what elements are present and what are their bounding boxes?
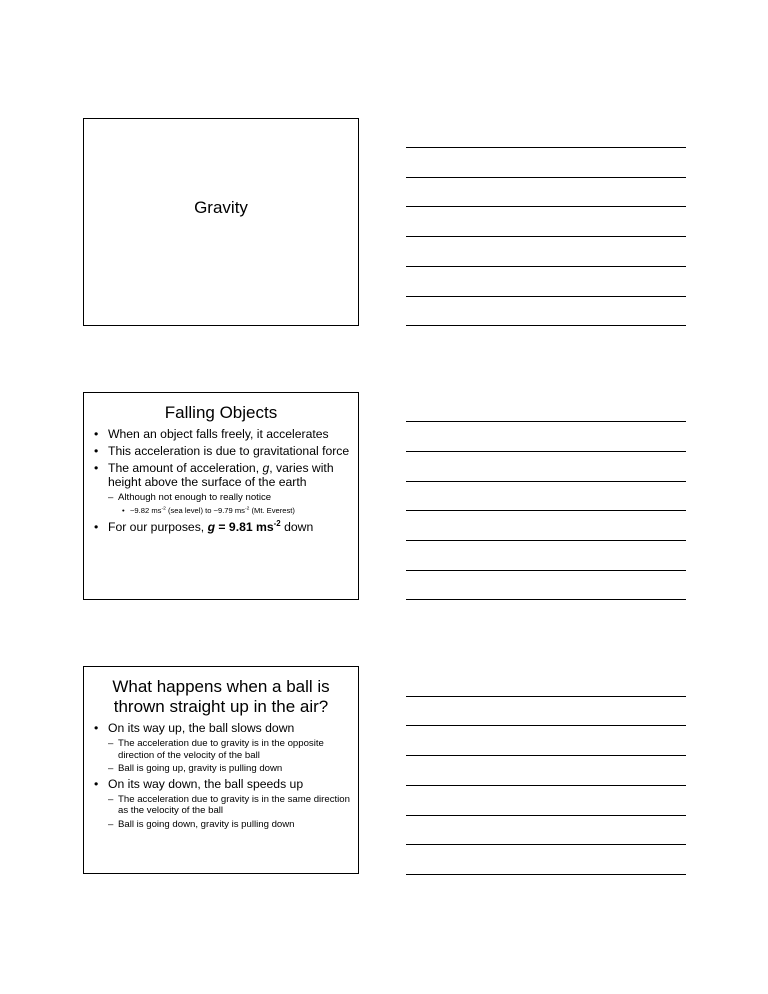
note-line	[406, 451, 686, 452]
slide-title: What happens when a ball is thrown straight up in the air?	[112, 677, 330, 716]
sub-sub-bullet: • ~9.82 $ms^{-2}$ (sea level) to ~9.79 $ms^{-2}$ (Mt. Everest)	[94, 506, 350, 516]
sub-bullet: – The acceleration due to gravity is in the same direction as the velocity of the ball	[94, 794, 350, 817]
sub-bullet: – Ball is going down, gravity is pulling down	[94, 819, 350, 831]
note-line	[406, 785, 686, 786]
note-line	[406, 236, 686, 237]
bullet-list	[84, 721, 358, 830]
note-line	[406, 696, 686, 697]
slide-title: Falling Objects	[164, 403, 278, 422]
bullet: • On its way down, the ball speeds up	[94, 777, 350, 791]
note-line	[406, 177, 686, 178]
note-line	[406, 570, 686, 571]
note-line	[406, 325, 686, 326]
sub-bullet: – Although not enough to really notice	[94, 492, 350, 504]
note-line	[406, 725, 686, 726]
note-line	[406, 296, 686, 297]
slide-3	[83, 666, 359, 874]
note-line	[406, 540, 686, 541]
sub-bullet: – The acceleration due to gravity is in the opposite direction of the velocity of the ball	[94, 738, 350, 761]
slide-2	[83, 392, 359, 600]
slide-title: Gravity	[194, 198, 248, 217]
note-line	[406, 844, 686, 845]
bullet-list	[84, 427, 358, 534]
note-line	[406, 874, 686, 875]
bullet: • The amount of acceleration, g, varies with height above the surface of the earth	[94, 461, 350, 489]
bullet: • On its way up, the ball slows down	[94, 721, 350, 735]
bullet: • For our purposes, g = 9.81 $ms^{-2}$ down	[94, 520, 350, 534]
note-line	[406, 815, 686, 816]
note-line	[406, 510, 686, 511]
note-line	[406, 421, 686, 422]
note-line	[406, 755, 686, 756]
sub-bullet: – Ball is going up, gravity is pulling down	[94, 763, 350, 775]
bullet: • This acceleration is due to gravitational force	[94, 444, 350, 458]
note-line	[406, 266, 686, 267]
note-line	[406, 206, 686, 207]
note-line	[406, 599, 686, 600]
note-line	[406, 147, 686, 148]
slide-1	[83, 118, 359, 326]
bullet: • When an object falls freely, it accelerates	[94, 427, 350, 441]
note-line	[406, 481, 686, 482]
